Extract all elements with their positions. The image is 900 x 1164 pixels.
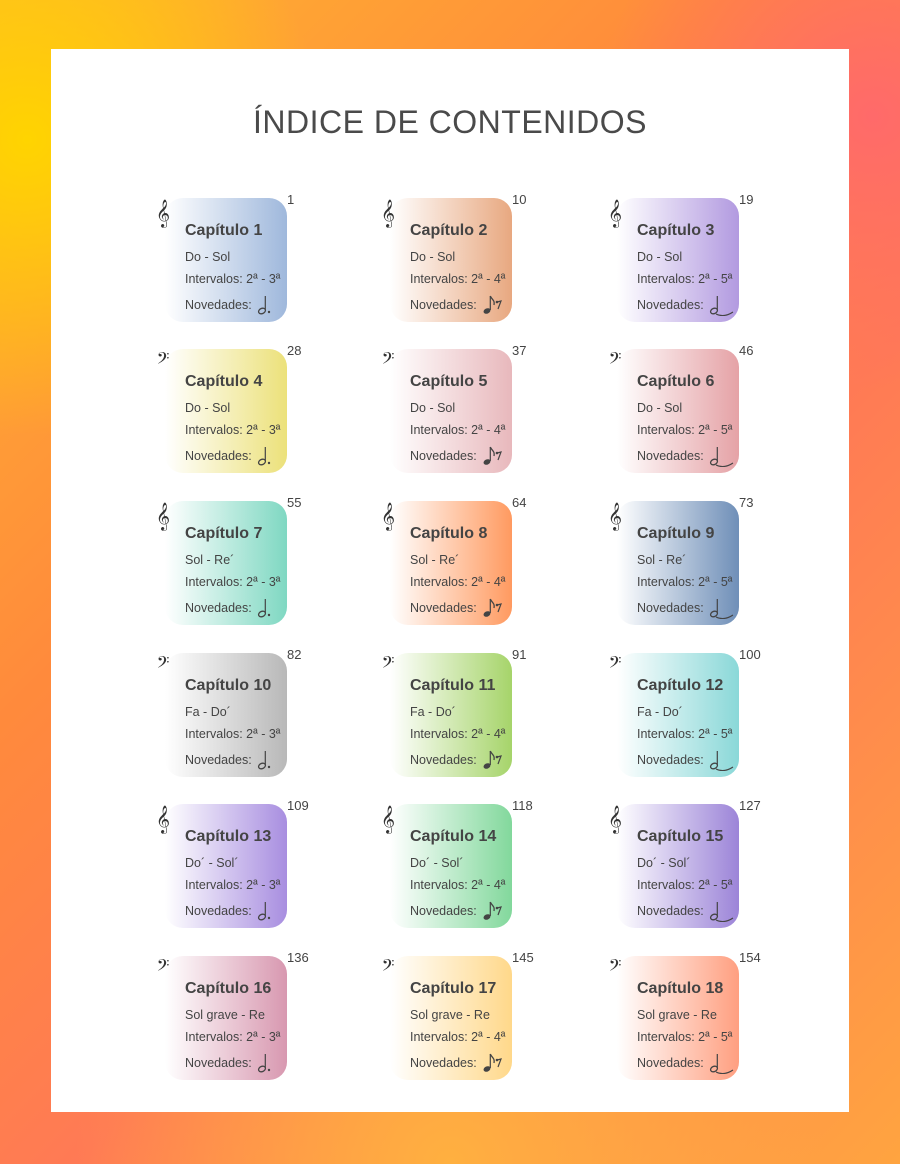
novelties-label: Novedades: bbox=[185, 601, 252, 615]
eighth-note-rest-icon bbox=[482, 1052, 502, 1074]
dotted-half-note-icon bbox=[257, 900, 271, 922]
intervals-label: Intervalos: bbox=[410, 423, 468, 437]
novelties-label: Novedades: bbox=[410, 601, 477, 615]
tied-half-note-icon bbox=[709, 749, 735, 771]
chapter-title: Capítulo 9 bbox=[637, 525, 715, 542]
page-number: 154 bbox=[739, 950, 761, 965]
intervals-line bbox=[637, 423, 732, 437]
note-range: Sol grave - Re bbox=[410, 1008, 490, 1022]
bass-clef-icon: 𝄢 bbox=[156, 348, 170, 372]
intervals-value: 2ª - 4ª bbox=[471, 423, 506, 437]
novelties-label: Novedades: bbox=[410, 298, 477, 312]
novelties-line bbox=[185, 749, 271, 771]
intervals-label: Intervalos: bbox=[185, 272, 243, 286]
treble-clef-icon: 𝄞 bbox=[380, 805, 396, 833]
intervals-line bbox=[410, 727, 505, 741]
chapter-title: Capítulo 5 bbox=[410, 373, 488, 390]
intervals-label: Intervalos: bbox=[410, 1030, 468, 1044]
page-number: 91 bbox=[512, 647, 527, 662]
page-number: 127 bbox=[739, 798, 761, 813]
intervals-line bbox=[410, 1030, 505, 1044]
intervals-line bbox=[410, 575, 505, 589]
novelties-line bbox=[410, 445, 502, 467]
chapter-entry[interactable] bbox=[380, 495, 580, 635]
treble-clef-icon: 𝄞 bbox=[380, 199, 396, 227]
chapter-card bbox=[390, 804, 512, 928]
note-range: Do´ - Sol´ bbox=[637, 856, 691, 870]
note-range: Fa - Do´ bbox=[185, 705, 231, 719]
eighth-note-rest-icon bbox=[482, 749, 502, 771]
intervals-label: Intervalos: bbox=[410, 575, 468, 589]
chapter-title: Capítulo 13 bbox=[185, 828, 272, 845]
chapter-card bbox=[165, 198, 287, 322]
intervals-label: Intervalos: bbox=[637, 878, 695, 892]
chapter-entry[interactable] bbox=[380, 647, 580, 787]
intervals-label: Intervalos: bbox=[185, 423, 243, 437]
bass-clef-icon: 𝄢 bbox=[608, 955, 622, 979]
page-number: 82 bbox=[287, 647, 302, 662]
tied-half-note-icon bbox=[709, 445, 735, 467]
eighth-note-rest-icon bbox=[482, 597, 502, 619]
dotted-half-note-icon bbox=[257, 1052, 271, 1074]
chapter-title: Capítulo 12 bbox=[637, 677, 724, 694]
intervals-label: Intervalos: bbox=[185, 727, 243, 741]
chapter-card bbox=[390, 501, 512, 625]
tied-half-note-icon bbox=[709, 900, 735, 922]
intervals-label: Intervalos: bbox=[410, 727, 468, 741]
novelties-line bbox=[185, 294, 271, 316]
novelties-line bbox=[410, 597, 502, 619]
chapter-title: Capítulo 14 bbox=[410, 828, 497, 845]
page-number: 64 bbox=[512, 495, 527, 510]
novelties-line bbox=[637, 294, 735, 316]
note-range: Do - Sol bbox=[185, 401, 231, 415]
novelties-line bbox=[637, 597, 735, 619]
intervals-value: 2ª - 5ª bbox=[698, 727, 733, 741]
intervals-label: Intervalos: bbox=[410, 878, 468, 892]
chapter-title: Capítulo 16 bbox=[185, 980, 272, 997]
chapter-title: Capítulo 11 bbox=[410, 677, 496, 694]
chapter-entry[interactable] bbox=[155, 495, 355, 635]
eighth-note-rest-icon bbox=[482, 900, 502, 922]
page-number: 46 bbox=[739, 343, 754, 358]
intervals-line bbox=[637, 727, 732, 741]
intervals-label: Intervalos: bbox=[185, 1030, 243, 1044]
note-range: Sol grave - Re bbox=[637, 1008, 717, 1022]
intervals-label: Intervalos: bbox=[637, 272, 695, 286]
page-number: 100 bbox=[739, 647, 761, 662]
intervals-line bbox=[637, 878, 732, 892]
chapter-entry[interactable] bbox=[155, 950, 355, 1090]
note-range: Do - Sol bbox=[410, 250, 456, 264]
bass-clef-icon: 𝄢 bbox=[156, 955, 170, 979]
page-number: 1 bbox=[287, 192, 295, 207]
chapter-card bbox=[617, 653, 739, 777]
chapter-card bbox=[617, 198, 739, 322]
novelties-line bbox=[185, 900, 271, 922]
chapter-card bbox=[390, 349, 512, 473]
chapter-title: Capítulo 4 bbox=[185, 373, 263, 390]
eighth-note-rest-icon bbox=[482, 445, 502, 467]
chapter-title: Capítulo 15 bbox=[637, 828, 724, 845]
page-number: 28 bbox=[287, 343, 302, 358]
intervals-line bbox=[185, 727, 280, 741]
novelties-label: Novedades: bbox=[185, 753, 252, 767]
chapter-card bbox=[617, 349, 739, 473]
novelties-line bbox=[185, 597, 271, 619]
novelties-label: Novedades: bbox=[410, 753, 477, 767]
tied-half-note-icon bbox=[709, 597, 735, 619]
intervals-line bbox=[185, 1030, 280, 1044]
intervals-label: Intervalos: bbox=[410, 272, 468, 286]
page-number: 145 bbox=[512, 950, 534, 965]
chapter-title: Capítulo 8 bbox=[410, 525, 488, 542]
note-range: Fa - Do´ bbox=[410, 705, 456, 719]
chapter-card bbox=[617, 956, 739, 1080]
page-title: ÍNDICE DE CONTENIDOS bbox=[252, 104, 648, 140]
intervals-value: 2ª - 4ª bbox=[471, 727, 506, 741]
chapter-card bbox=[165, 804, 287, 928]
eighth-note-rest-icon bbox=[482, 294, 502, 316]
dotted-half-note-icon bbox=[257, 445, 271, 467]
intervals-value: 2ª - 3ª bbox=[246, 878, 281, 892]
intervals-value: 2ª - 3ª bbox=[246, 272, 281, 286]
note-range: Sol - Re´ bbox=[637, 553, 687, 567]
novelties-line bbox=[410, 1052, 502, 1074]
intervals-line bbox=[410, 272, 505, 286]
intervals-line bbox=[185, 878, 280, 892]
intervals-value: 2ª - 5ª bbox=[698, 575, 733, 589]
novelties-line bbox=[637, 445, 735, 467]
novelties-label: Novedades: bbox=[637, 601, 704, 615]
treble-clef-icon: 𝄞 bbox=[607, 805, 623, 833]
intervals-label: Intervalos: bbox=[185, 878, 243, 892]
treble-clef-icon: 𝄞 bbox=[607, 502, 623, 530]
novelties-line bbox=[410, 749, 502, 771]
novelties-label: Novedades: bbox=[410, 1056, 477, 1070]
intervals-value: 2ª - 3ª bbox=[246, 575, 281, 589]
intervals-label: Intervalos: bbox=[637, 575, 695, 589]
chapter-entry[interactable] bbox=[607, 798, 807, 938]
novelties-line bbox=[637, 749, 735, 771]
page-number: 55 bbox=[287, 495, 302, 510]
note-range: Do - Sol bbox=[410, 401, 456, 415]
page-number: 37 bbox=[512, 343, 527, 358]
note-range: Sol - Re´ bbox=[185, 553, 235, 567]
novelties-label: Novedades: bbox=[637, 1056, 704, 1070]
novelties-line bbox=[410, 900, 502, 922]
bass-clef-icon: 𝄢 bbox=[381, 348, 395, 372]
chapter-entry[interactable] bbox=[380, 950, 580, 1090]
chapter-card bbox=[390, 956, 512, 1080]
chapter-entry[interactable] bbox=[380, 798, 580, 938]
intervals-line bbox=[637, 1030, 732, 1044]
novelties-label: Novedades: bbox=[637, 904, 704, 918]
chapter-entry[interactable] bbox=[607, 647, 807, 787]
intervals-line bbox=[185, 272, 280, 286]
chapter-title: Capítulo 6 bbox=[637, 373, 715, 390]
note-range: Do - Sol bbox=[185, 250, 231, 264]
chapter-card bbox=[165, 349, 287, 473]
novelties-line bbox=[637, 900, 735, 922]
chapter-entry[interactable] bbox=[607, 343, 807, 483]
chapter-card bbox=[617, 501, 739, 625]
dotted-half-note-icon bbox=[257, 597, 271, 619]
treble-clef-icon: 𝄞 bbox=[380, 502, 396, 530]
novelties-label: Novedades: bbox=[637, 753, 704, 767]
chapter-card bbox=[165, 956, 287, 1080]
chapter-entry[interactable] bbox=[607, 495, 807, 635]
intervals-value: 2ª - 5ª bbox=[698, 878, 733, 892]
chapter-card bbox=[617, 804, 739, 928]
intervals-value: 2ª - 5ª bbox=[698, 423, 733, 437]
page-number: 118 bbox=[512, 798, 533, 813]
intervals-line bbox=[185, 575, 280, 589]
novelties-label: Novedades: bbox=[410, 449, 477, 463]
chapter-title: Capítulo 18 bbox=[637, 980, 724, 997]
note-range: Do - Sol bbox=[637, 401, 683, 415]
chapter-card bbox=[165, 653, 287, 777]
bass-clef-icon: 𝄢 bbox=[608, 348, 622, 372]
treble-clef-icon: 𝄞 bbox=[155, 199, 171, 227]
intervals-line bbox=[637, 575, 732, 589]
chapter-card bbox=[165, 501, 287, 625]
intervals-line bbox=[410, 878, 505, 892]
dotted-half-note-icon bbox=[257, 749, 271, 771]
chapter-card bbox=[390, 653, 512, 777]
note-range: Do´ - Sol´ bbox=[410, 856, 464, 870]
dotted-half-note-icon bbox=[257, 294, 271, 316]
bass-clef-icon: 𝄢 bbox=[381, 652, 395, 676]
novelties-label: Novedades: bbox=[185, 449, 252, 463]
chapter-title: Capítulo 3 bbox=[637, 222, 715, 239]
chapter-entry[interactable] bbox=[380, 343, 580, 483]
chapter-card bbox=[390, 198, 512, 322]
intervals-line bbox=[637, 272, 732, 286]
chapter-entry[interactable] bbox=[607, 192, 807, 332]
chapter-entry[interactable] bbox=[607, 950, 807, 1090]
page-number: 109 bbox=[287, 798, 309, 813]
treble-clef-icon: 𝄞 bbox=[155, 502, 171, 530]
tied-half-note-icon bbox=[709, 294, 735, 316]
intervals-value: 2ª - 3ª bbox=[246, 423, 281, 437]
novelties-label: Novedades: bbox=[185, 1056, 252, 1070]
note-range: Do - Sol bbox=[637, 250, 683, 264]
chapter-title: Capítulo 10 bbox=[185, 677, 272, 694]
page-number: 10 bbox=[512, 192, 527, 207]
page-number: 73 bbox=[739, 495, 754, 510]
note-range: Fa - Do´ bbox=[637, 705, 683, 719]
intervals-value: 2ª - 4ª bbox=[471, 878, 506, 892]
novelties-label: Novedades: bbox=[185, 298, 252, 312]
intervals-label: Intervalos: bbox=[637, 1030, 695, 1044]
tied-half-note-icon bbox=[709, 1052, 735, 1074]
chapter-entry[interactable] bbox=[155, 798, 355, 938]
intervals-value: 2ª - 3ª bbox=[246, 1030, 281, 1044]
novelties-label: Novedades: bbox=[637, 449, 704, 463]
novelties-line bbox=[637, 1052, 735, 1074]
intervals-value: 2ª - 3ª bbox=[246, 727, 281, 741]
chapter-title: Capítulo 1 bbox=[185, 222, 263, 239]
intervals-line bbox=[410, 423, 505, 437]
intervals-value: 2ª - 4ª bbox=[471, 575, 506, 589]
chapter-entry[interactable] bbox=[155, 343, 355, 483]
note-range: Sol grave - Re bbox=[185, 1008, 265, 1022]
treble-clef-icon: 𝄞 bbox=[607, 199, 623, 227]
chapter-title: Capítulo 7 bbox=[185, 525, 263, 542]
chapter-entry[interactable] bbox=[155, 192, 355, 332]
bass-clef-icon: 𝄢 bbox=[381, 955, 395, 979]
novelties-line bbox=[410, 294, 502, 316]
intervals-value: 2ª - 5ª bbox=[698, 1030, 733, 1044]
note-range: Do´ - Sol´ bbox=[185, 856, 239, 870]
chapter-title: Capítulo 2 bbox=[410, 222, 488, 239]
bass-clef-icon: 𝄢 bbox=[156, 652, 170, 676]
page-number: 136 bbox=[287, 950, 309, 965]
intervals-value: 2ª - 4ª bbox=[471, 272, 506, 286]
novelties-label: Novedades: bbox=[185, 904, 252, 918]
chapter-entry[interactable] bbox=[380, 192, 580, 332]
intervals-value: 2ª - 5ª bbox=[698, 272, 733, 286]
intervals-label: Intervalos: bbox=[637, 423, 695, 437]
intervals-value: 2ª - 4ª bbox=[471, 1030, 506, 1044]
intervals-label: Intervalos: bbox=[185, 575, 243, 589]
novelties-label: Novedades: bbox=[410, 904, 477, 918]
bass-clef-icon: 𝄢 bbox=[608, 652, 622, 676]
chapter-title: Capítulo 17 bbox=[410, 980, 497, 997]
intervals-label: Intervalos: bbox=[637, 727, 695, 741]
note-range: Sol - Re´ bbox=[410, 553, 460, 567]
novelties-label: Novedades: bbox=[637, 298, 704, 312]
chapter-entry[interactable] bbox=[155, 647, 355, 787]
novelties-line bbox=[185, 445, 271, 467]
intervals-line bbox=[185, 423, 280, 437]
treble-clef-icon: 𝄞 bbox=[155, 805, 171, 833]
page-number: 19 bbox=[739, 192, 754, 207]
novelties-line bbox=[185, 1052, 271, 1074]
